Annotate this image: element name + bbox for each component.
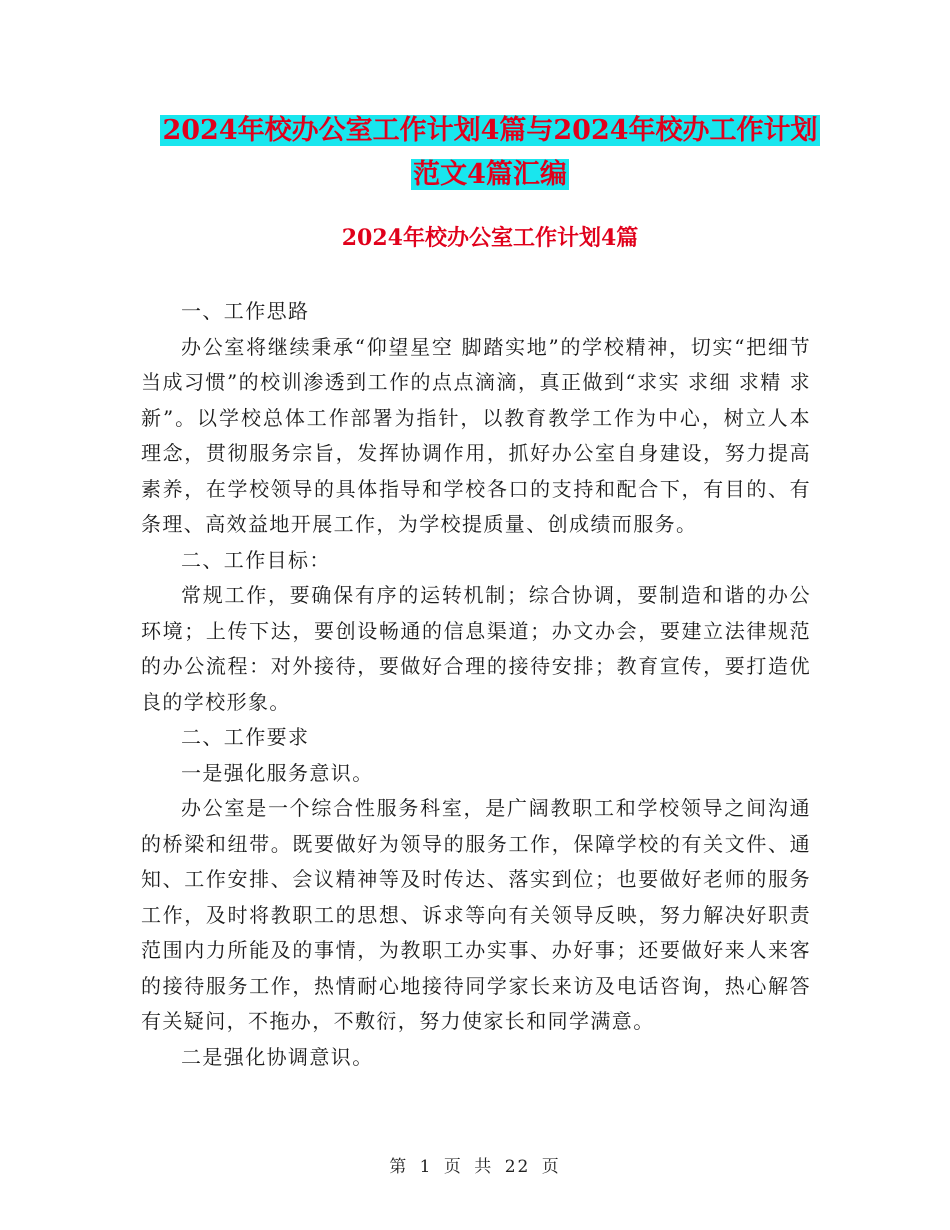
- paragraph-service-awareness: 办公室是一个综合性服务科室，是广阔教职工和学校领导之间沟通的桥梁和纽带。既要做好为领导的服务工作，保障学校的有关文件、通知、工作安排、会议精神等及时传达、落实到位；也要做好老师的服务工作，及时将教职工的思想、诉求等向有关领导反映，努力解决好职责范围内力所能及的事情，为教职工办实事、办好事；还要做好来人来客的接待服务工作，热情耐心地接待同学家长来访及电话咨询，热心解答有关疑问，不拖办，不敷衍，努力使家长和同学满意。: [141, 796, 811, 1033]
- heading-service-awareness: 一是强化服务意识。: [181, 760, 374, 785]
- heading-work-ideas: 一、工作思路: [181, 299, 310, 323]
- title-highlight-1: 2024年校办公室工作计划4篇与2024年校办工作计划: [162, 115, 818, 146]
- title-highlight-2: 范文4篇汇编: [413, 159, 567, 190]
- heading-work-requirements: 二、工作要求: [181, 725, 310, 749]
- paragraph-work-ideas: 办公室将继续秉承“仰望星空 脚踏实地”的学校精神，切实“把细节当成习惯”的校训渗透到工作的点点滴滴，真正做到“求实 求细 求精 求新”。以学校总体工作部署为指针，以教育教学工作为中心，树立人本理念，贯彻服务宗旨，发挥协调作用，抓好办公室自身建设，努力提高素养，在学校领导的具体指导和学校各口的支持和配合下，有目的、有条理、高效益地开展工作，为学校提质量、创成绩而服务。: [141, 334, 811, 536]
- page-footer: 第 1 页 共 22 页: [389, 1157, 561, 1177]
- paragraph-work-goals: 常规工作，要确保有序的运转机制；综合协调，要制造和谐的办公环境；上传下达，要创设畅通的信息渠道；办文办会，要建立法律规范的办公流程：对外接待，要做好合理的接待安排；教育宣传，要打造优良的学校形象。: [141, 583, 811, 714]
- document-title-line-1: [140, 108, 840, 154]
- heading-work-goals: 二、工作目标：: [181, 547, 331, 572]
- document-title-line-2: [140, 152, 840, 198]
- section-title: 2024年校办公室工作计划4篇: [341, 225, 639, 251]
- heading-coordination-awareness: 二是强化协调意识。: [181, 1044, 374, 1069]
- document-body: [141, 294, 811, 1075]
